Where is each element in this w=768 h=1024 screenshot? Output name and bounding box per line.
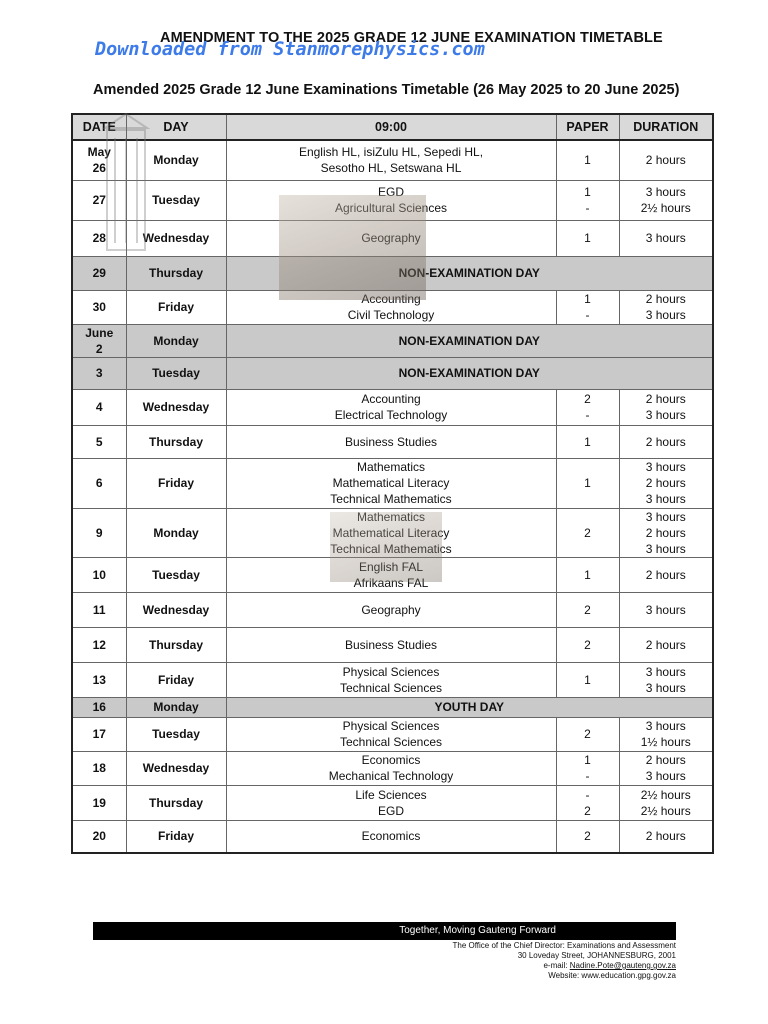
duration-cell-line: 3 hours [645,602,686,617]
subject-cell [226,458,556,508]
paper-cell-line: - [585,201,590,215]
duration-cell-line: 3 hours [645,185,686,199]
table-row [72,140,713,180]
paper-cell-line: - [585,308,590,322]
footer-office: The Office of the Chief Director: Examinations and Assessment [452,941,676,950]
paper-cell [556,389,619,425]
table-row-note [72,697,713,717]
duration-cell [619,662,713,697]
date-cell [72,220,126,256]
duration-cell-line: 2 hours [645,525,686,540]
day-cell: Thursday [126,785,226,820]
subject-cell [226,389,556,425]
duration-cell-line: 2 hours [645,829,686,844]
duration-cell [619,508,713,557]
paper-cell-line: 2 [584,525,591,540]
table-row [72,662,713,697]
date-cell-line: 10 [92,567,106,582]
date-cell [72,389,126,425]
paper-cell-line: 1 [584,231,591,245]
duration-cell [619,458,713,508]
date-cell [72,785,126,820]
duration-cell-line: 2½ hours [640,803,691,818]
subject-cell-line: Technical Sciences [339,735,443,749]
duration-cell-line: 3 hours [645,664,686,679]
subject-cell-line: Geography [361,231,421,245]
subject-cell [226,180,556,220]
paper-cell-line: 2 [584,637,591,652]
column-header-time: 09:00 [226,114,556,140]
timetable-table [71,113,714,854]
duration-cell-line: 3 hours [645,308,686,322]
date-cell [72,751,126,785]
table-row [72,751,713,785]
subject-cell [226,662,556,697]
paper-cell-line: - [585,408,590,422]
duration-cell-line: 2 hours [645,567,686,582]
date-cell-line: 13 [92,672,106,687]
date-cell [72,324,126,357]
footer-address: 30 Loveday Street, JOHANNESBURG, 2001 [517,951,676,960]
table-row [72,627,713,662]
date-cell-line: 19 [92,795,106,810]
day-cell: Friday [126,820,226,853]
paper-cell-line: 1 [584,672,591,687]
subject-cell-line: Electrical Technology [334,408,448,422]
subject-cell-line: Accounting [361,392,421,406]
paper-cell [556,785,619,820]
duration-cell [619,627,713,662]
table-body [72,140,713,853]
duration-cell-line: 1½ hours [640,735,691,749]
subject-cell [226,425,556,458]
date-cell [72,662,126,697]
date-cell [72,820,126,853]
subject-cell-line: Civil Technology [347,308,435,322]
duration-cell-line: 3 hours [645,509,686,524]
subject-cell-line: Business Studies [344,434,438,449]
subject-cell-line: Technical Mathematics [330,541,452,556]
column-header-day: DAY [126,114,226,140]
date-cell-line: 16 [92,700,106,714]
date-cell-line: 11 [92,602,106,617]
table-row [72,425,713,458]
table-row [72,389,713,425]
table-row [72,290,713,324]
subject-cell-line: EGD [377,185,404,199]
document-title: AMENDMENT TO THE 2025 GRADE 12 JUNE EXAMINATION TIMETABLE [160,30,663,46]
date-cell-line: 6 [95,476,103,490]
subject-cell-line: Agricultural Sciences [334,201,448,215]
date-cell-line: 28 [92,231,106,245]
paper-cell-line: 2 [584,602,591,617]
subject-cell-line: Geography [361,602,421,617]
date-cell [72,627,126,662]
paper-cell [556,290,619,324]
paper-cell-line: 1 [584,292,591,306]
footer-slogan: Together, Moving Gauteng Forward [399,925,556,936]
subject-cell [226,290,556,324]
date-cell-line: 2 [95,341,103,356]
date-cell-line: 18 [92,761,106,775]
date-cell-line: June [85,325,114,340]
download-watermark: Downloaded from Stanmorephysics.com [95,39,485,60]
paper-cell [556,220,619,256]
day-cell: Thursday [126,627,226,662]
subject-cell-line: Physical Sciences [342,719,440,733]
subject-cell [226,592,556,627]
paper-cell-line: 2 [584,829,591,844]
subject-cell [226,751,556,785]
date-cell [72,140,126,180]
duration-cell-line: 2 hours [645,476,686,490]
subject-cell-line: Technical Mathematics [330,492,452,506]
subject-cell [226,220,556,256]
subject-cell-line: Technical Sciences [339,680,443,695]
day-cell: Friday [126,662,226,697]
paper-cell [556,458,619,508]
day-cell: Monday [126,324,226,357]
paper-cell-line: 2 [584,803,591,818]
paper-cell-line: 1 [584,753,591,767]
timetable-subtitle: Amended 2025 Grade 12 June Examinations Timetable (26 May 2025 to 20 June 2025) [93,82,680,98]
duration-cell-line: 2 hours [645,392,686,406]
paper-cell-line: 1 [584,185,591,199]
day-cell: Wednesday [126,751,226,785]
day-cell: Tuesday [126,557,226,592]
table-row [72,458,713,508]
subject-cell-line: Physical Sciences [342,664,440,679]
date-cell [72,592,126,627]
date-cell [72,717,126,751]
duration-cell-line: 3 hours [645,680,686,695]
duration-cell-line: 3 hours [645,408,686,422]
paper-cell [556,140,619,180]
table-row [72,508,713,557]
column-header-duration: DURATION [619,114,713,140]
date-cell [72,256,126,290]
paper-cell-line: 1 [584,476,591,490]
subject-cell [226,627,556,662]
subject-cell-line: English HL, isiZulu HL, Sepedi HL, [298,145,484,160]
day-cell: Friday [126,290,226,324]
column-header-paper: PAPER [556,114,619,140]
date-cell [72,425,126,458]
day-cell: Wednesday [126,389,226,425]
duration-cell-line: 2½ hours [640,201,691,215]
paper-cell-line: 1 [584,153,591,168]
paper-cell [556,627,619,662]
table-row-note [72,324,713,357]
day-cell: Friday [126,458,226,508]
date-cell-line: 5 [95,434,103,449]
paper-cell-line: - [585,787,590,802]
subject-cell-line: Business Studies [344,637,438,652]
paper-cell [556,662,619,697]
paper-cell [556,751,619,785]
duration-cell [619,425,713,458]
subject-cell [226,820,556,853]
paper-cell [556,508,619,557]
paper-cell [556,717,619,751]
subject-cell [226,508,556,557]
subject-cell-line: Mathematics [356,460,426,474]
subject-cell-line: Mathematical Literacy [332,525,450,540]
non-exam-note: NON-EXAMINATION DAY [226,256,713,290]
subject-cell-line: EGD [377,803,404,818]
duration-cell-line: 2 hours [645,637,686,652]
footer-email-line [452,961,676,971]
table-row [72,592,713,627]
duration-cell [619,140,713,180]
date-cell [72,180,126,220]
column-header-date: DATE [72,114,126,140]
subject-cell-line: Sesotho HL, Setswana HL [320,161,462,176]
paper-cell [556,180,619,220]
footer-email-link[interactable]: Nadine.Pote@gauteng.gov.za [569,961,676,970]
paper-cell [556,820,619,853]
day-cell: Monday [126,508,226,557]
footer-email-label: e-mail: [543,961,568,970]
date-cell-line: 3 [95,366,103,380]
subject-cell-line: Afrikaans FAL [353,575,429,590]
paper-cell [556,425,619,458]
table-row-note [72,256,713,290]
subject-cell-line: Mathematical Literacy [332,476,450,490]
subject-cell-line: Accounting [361,292,421,306]
day-cell: Tuesday [126,717,226,751]
table-header-row [72,114,713,140]
duration-cell-line: 3 hours [645,769,686,783]
paper-cell [556,557,619,592]
non-exam-note: NON-EXAMINATION DAY [226,324,713,357]
duration-cell-line: 2 hours [645,292,686,306]
date-cell-line: 17 [92,727,106,741]
date-cell-line: 9 [95,525,103,540]
footer-website: Website: www.education.gpg.gov.za [548,971,676,980]
duration-cell [619,751,713,785]
paper-cell-line: 1 [584,434,591,449]
duration-cell [619,180,713,220]
date-cell-line: 4 [95,400,103,414]
day-cell: Wednesday [126,592,226,627]
day-cell: Thursday [126,256,226,290]
date-cell [72,557,126,592]
subject-cell-line: Life Sciences [355,787,427,802]
duration-cell [619,389,713,425]
duration-cell-line: 3 hours [645,460,686,474]
subject-cell-line: Economics [361,753,421,767]
date-cell-line: 29 [92,266,106,280]
date-cell [72,290,126,324]
table-row [72,180,713,220]
subject-cell-line: Economics [361,829,421,844]
duration-cell-line: 2 hours [645,434,686,449]
table-row [72,220,713,256]
duration-cell [619,820,713,853]
date-cell [72,357,126,389]
date-cell-line: 27 [92,193,106,207]
date-cell-line: 12 [92,637,106,652]
date-cell-line: May [87,145,111,160]
date-cell-line: 20 [92,829,106,844]
date-cell [72,508,126,557]
date-cell-line: 30 [92,300,106,314]
duration-cell [619,220,713,256]
duration-cell [619,557,713,592]
footer-slogan-bar [93,922,676,940]
duration-cell-line: 3 hours [645,719,686,733]
date-cell [72,697,126,717]
duration-cell [619,785,713,820]
duration-cell [619,717,713,751]
timetable [71,113,714,854]
duration-cell-line: 2 hours [645,153,686,168]
non-exam-note: NON-EXAMINATION DAY [226,357,713,389]
subject-cell [226,785,556,820]
paper-cell-line: 2 [584,392,591,406]
table-row [72,785,713,820]
subject-cell-line: Mechanical Technology [328,769,454,783]
day-cell: Wednesday [126,220,226,256]
date-cell-line: 26 [92,161,106,176]
table-row-note [72,357,713,389]
day-cell: Thursday [126,425,226,458]
table-row [72,717,713,751]
paper-cell [556,592,619,627]
duration-cell-line: 2½ hours [640,787,691,802]
subject-cell-line: Mathematics [356,509,426,524]
paper-cell-line: - [585,769,590,783]
duration-cell-line: 2 hours [645,753,686,767]
paper-cell-line: 2 [584,727,591,741]
duration-cell-line: 3 hours [645,541,686,556]
duration-cell-line: 3 hours [645,231,686,245]
subject-cell [226,557,556,592]
day-cell: Monday [126,697,226,717]
table-row [72,557,713,592]
date-cell [72,458,126,508]
subject-cell-line: English FAL [358,559,424,574]
day-cell: Monday [126,140,226,180]
footer-contact [452,941,676,981]
table-row [72,820,713,853]
paper-cell-line: 1 [584,567,591,582]
duration-cell [619,592,713,627]
subject-cell [226,140,556,180]
duration-cell-line: 3 hours [645,492,686,506]
duration-cell [619,290,713,324]
day-cell: Tuesday [126,180,226,220]
day-cell: Tuesday [126,357,226,389]
non-exam-note: YOUTH DAY [226,697,713,717]
subject-cell [226,717,556,751]
